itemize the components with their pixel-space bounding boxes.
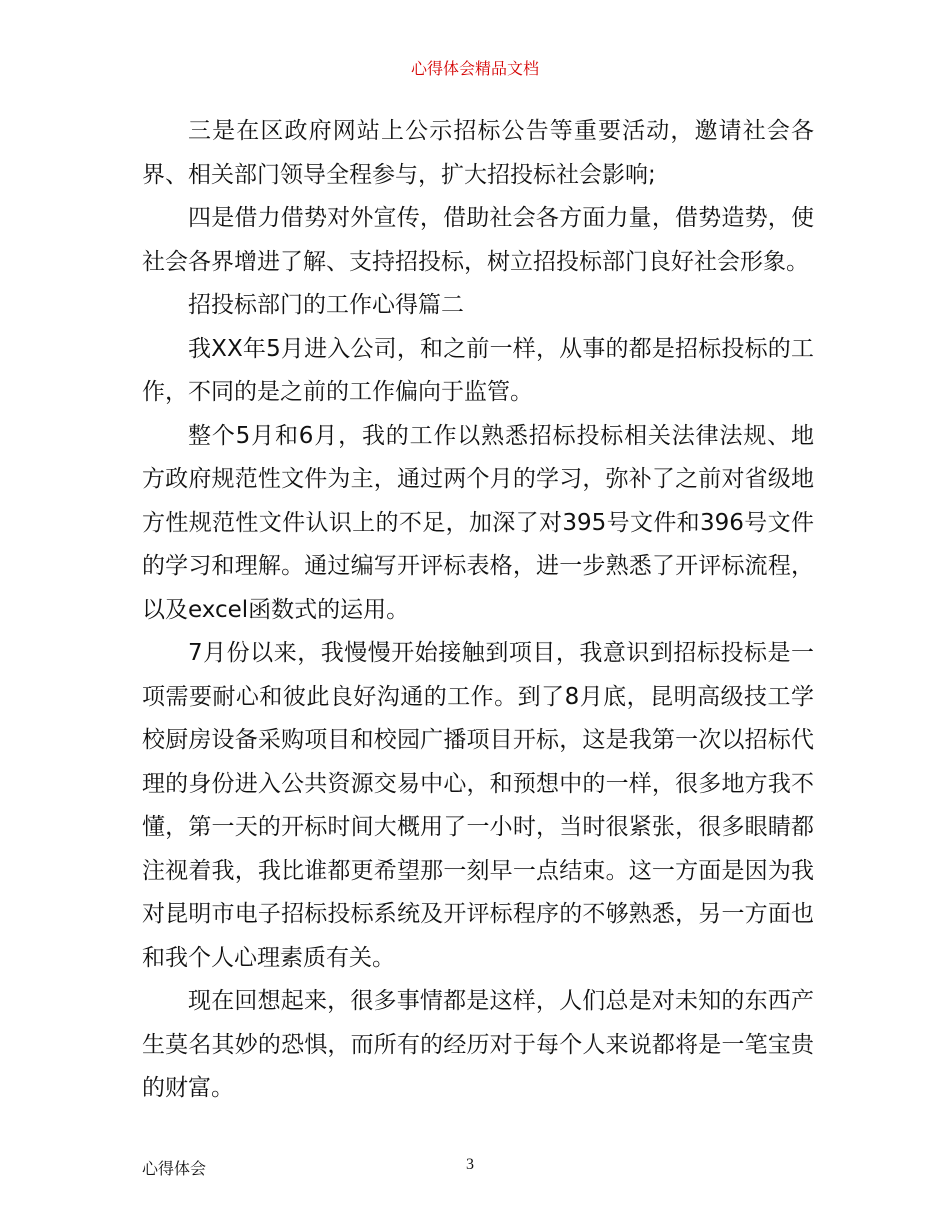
document-body <box>142 110 814 1111</box>
page-number: 3 <box>466 1156 474 1173</box>
paragraph: 7月份以来，我慢慢开始接触到项目，我意识到招标投标是一项需要耐心和彼此良好沟通的工作。到了8月底，昆明高级技工学校厨房设备采购项目和校园广播项目开标，这是我第一次以招标代理的身份进入公共资源交易中心，和预想中的一样，很多地方我不懂，第一天的开标时间大概用了一小时，当时很紧张，很多眼睛都注视着我，我比谁都更希望那一刻早一点结束。这一方面是因为我对昆明市电子招标投标系统及开评标程序的不够熟悉，另一方面也和我个人心理素质有关。 <box>142 640 814 971</box>
paragraph: 四是借力借势对外宣传，借助社会各方面力量，借势造势，使社会各界增进了解、支持招投标，树立招投标部门良好社会形象。 <box>142 205 814 275</box>
paragraph: 整个5月和6月，我的工作以熟悉招标投标相关法律法规、地方政府规范性文件为主，通过两个月的学习，弥补了之前对省级地方性规范性文件认识上的不足，加深了对395号文件和396号文件的学习和理解。通过编写开评标表格，进一步熟悉了开评标流程，以及excel函数式的运用。 <box>142 422 814 623</box>
section-heading: 招投标部门的工作心得篇二 <box>188 292 464 318</box>
paragraph: 三是在区政府网站上公示招标公告等重要活动，邀请社会各界、相关部门领导全程参与，扩大招投标社会影响; <box>142 118 814 188</box>
paragraph: 现在回想起来，很多事情都是这样，人们总是对未知的东西产生莫名其妙的恐惧，而所有的经历对于每个人来说都将是一笔宝贵的财富。 <box>142 988 814 1101</box>
paragraph: 我XX年5月进入公司，和之前一样，从事的都是招标投标的工作，不同的是之前的工作偏向于监管。 <box>142 335 814 405</box>
footer-label: 心得体会 <box>142 1159 207 1178</box>
page-header-title: 心得体会精品文档 <box>410 59 539 78</box>
